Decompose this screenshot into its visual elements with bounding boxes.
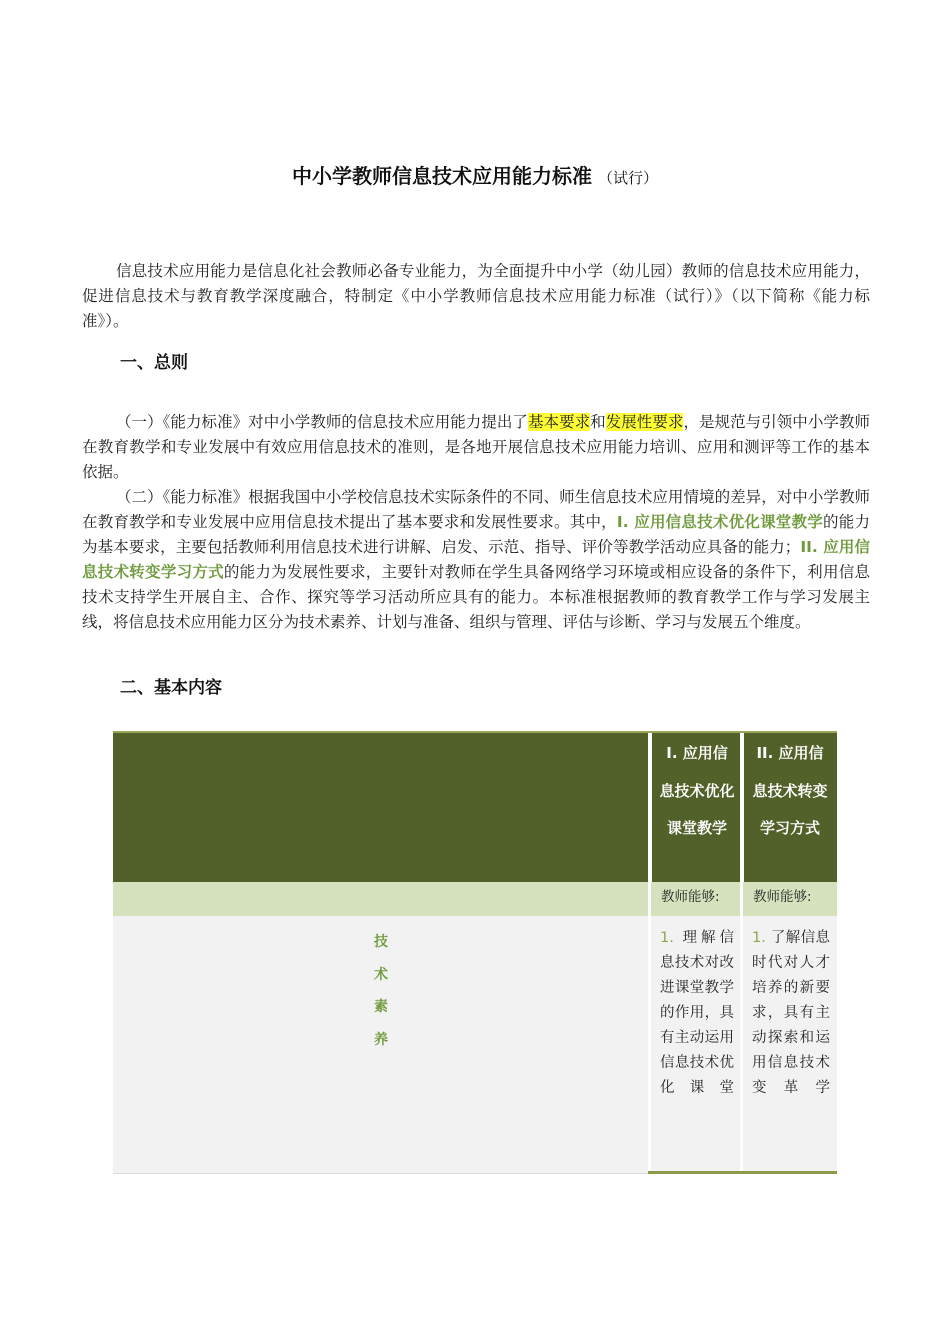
p1-text-b: ，是规范与引领中小学教师在教育教学和专业发展中有效应用信息技术的准则，是各地开展信息技术应用能力培训、应用和测评等工作的基本依据。 — [82, 413, 870, 481]
highlight-development-requirement: 发展性要求 — [605, 413, 684, 431]
item-number: 1. — [660, 930, 674, 946]
p1-text-a: （一）《能力标准》对中小学教师的信息技术应用能力提出了 — [116, 413, 528, 431]
cell-text: 了解信息时代对人才培养的新要求，具有主动探索和运用信息技术变革学 — [752, 930, 831, 1096]
subheader-cell-1: 教师能够: — [661, 889, 720, 905]
p2-text-c: 的能力为发展性要求，主要针对教师在学生具备网络学习环境或相应设备的条件下，利用信息技术支持学生开展自主、合作、探究等学习活动所应具有的能力。本标准根据教师的教育教学工作与学习发展主线，将信息技术应用能力区分为技术素养、计划与准备、组织与管理、评估与诊断、学习与发展五个维度。 — [82, 563, 870, 631]
table-row-technical-literacy — [113, 916, 837, 1174]
p2-text-b: 的能力为基本要求，主要包括教师利用信息技术进行讲解、启发、示范、指导、评价等教学活动应具备的能力； — [82, 513, 870, 556]
cell-text: 理解信息技术对改进课堂教学的作用，具有主动运用信息技术优化课堂 — [660, 930, 734, 1096]
column-divider — [740, 882, 743, 916]
paragraph-2 — [82, 485, 870, 635]
intro-paragraph: 信息技术应用能力是信息化社会教师必备专业能力，为全面提升中小学（幼儿园）教师的信息技术应用能力，促进信息技术与教育教学深度融合，特制定《中小学教师信息技术应用能力标准（试行）》（以下简称《能力标准》）。 — [82, 262, 870, 330]
standards-table — [113, 731, 837, 1175]
section-heading-content: 二、基本内容 — [120, 678, 222, 698]
cell-optimize-teaching-1 — [660, 926, 734, 1101]
item-number: 1. — [752, 930, 766, 946]
row-label-technical-literacy: 技 术 素 养 — [374, 934, 388, 1048]
page-title — [0, 160, 950, 189]
column-header-optimize-teaching: I. 应用信息技术优化课堂教学 — [659, 744, 735, 837]
subheader-cell-2: 教师能够: — [753, 889, 812, 905]
title-main: 中小学教师信息技术应用能力标准 — [291, 164, 592, 188]
highlight-basic-requirement: 基本要求 — [527, 413, 591, 431]
column-divider — [740, 733, 744, 884]
green-term-2: II. 应用信息技术转变学习方式 — [82, 538, 870, 581]
table-bottom-border — [648, 1171, 743, 1174]
p2-text-a: （二）《能力标准》根据我国中小学校信息技术实际条件的不同、师生信息技术应用情境的差异，对中小学教师在教育教学和专业发展中应用信息技术提出了基本要求和发展性要求。其中， — [82, 488, 870, 531]
column-divider — [648, 916, 651, 1173]
green-term-1: I. 应用信息技术优化课堂教学 — [616, 513, 824, 531]
table-bottom-border — [742, 1171, 837, 1174]
title-suffix: （试行） — [597, 169, 658, 187]
column-header-transform-learning: II. 应用信息技术转变学习方式 — [752, 744, 828, 837]
cell-transform-learning-1 — [752, 926, 830, 1101]
column-divider — [740, 916, 743, 1173]
table-subheader-row — [113, 882, 837, 916]
column-divider — [648, 733, 652, 884]
column-divider — [648, 882, 651, 916]
table-header-row — [113, 731, 837, 884]
paragraph-1 — [82, 410, 870, 485]
section-heading-general: 一、总则 — [120, 353, 188, 373]
p1-text-mid: 和 — [590, 413, 606, 431]
